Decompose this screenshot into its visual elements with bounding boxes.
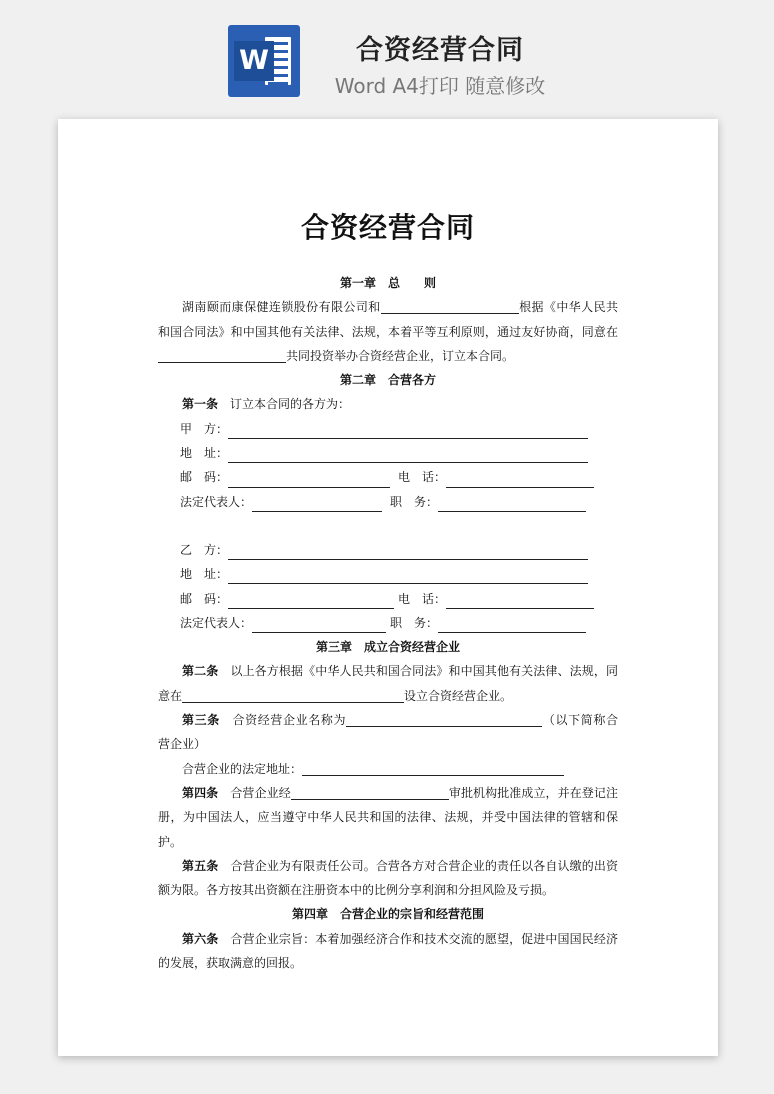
party-a-rep-field[interactable]: [252, 496, 382, 512]
article-text: （以下简称合营企业）: [158, 713, 618, 752]
party-b-name-field[interactable]: [228, 544, 588, 560]
blank-legal-address[interactable]: [302, 760, 564, 776]
field-label: 乙 方：: [180, 542, 229, 557]
party-a-address-row: [158, 441, 618, 465]
party-b-postcode-field[interactable]: [228, 593, 394, 609]
blank-location[interactable]: [158, 347, 286, 363]
party-b-address-field[interactable]: [228, 568, 588, 584]
article-6: [158, 927, 618, 976]
banner-header: [0, 0, 774, 110]
blank-approval-authority[interactable]: [291, 784, 449, 800]
chapter-1-heading: 第一章 总 则: [339, 276, 436, 290]
chapter-4-heading: 第四章 合营企业的宗旨和经营范围: [291, 907, 484, 922]
party-a-contact-row: [158, 465, 618, 489]
party-b-phone-field[interactable]: [446, 593, 594, 609]
field-label: 法定代表人：: [180, 494, 253, 509]
document-title: 合资经营合同: [300, 211, 475, 244]
blank-establish-place[interactable]: [182, 687, 404, 703]
party-b-title-field[interactable]: [438, 617, 586, 633]
article-3: [158, 708, 618, 757]
field-label: 邮 码：: [180, 470, 229, 485]
article-4: [158, 781, 618, 854]
party-a-address-field[interactable]: [228, 447, 588, 463]
party-a-name-row: [158, 417, 618, 441]
article-text: 合营企业为有限责任公司。合营各方对合营企业的责任以各自认缴的出资额为限。各方按其出资额在注册资本中的比例分享利润和分担风险及亏损。: [158, 858, 618, 898]
article-text: 以上各方根据《中华人民共和国合同法》和中国其他有关法律、法规，同意在: [158, 664, 618, 703]
blank-party-b[interactable]: [381, 298, 519, 314]
party-a-postcode-field[interactable]: [228, 472, 390, 488]
article-label: 第四条: [182, 785, 219, 800]
watermark-mark: ​: [90, 481, 106, 501]
party-a-rep-row: [158, 490, 618, 514]
party-b-address-row: [158, 562, 618, 586]
article-label: 第二条: [182, 664, 219, 679]
chapter-2-heading: 第二章 合营各方: [339, 373, 436, 388]
banner-title: 合资经营合同: [356, 35, 524, 66]
party-b-rep-field[interactable]: [252, 617, 386, 633]
text-segment: 根据《中华人民共和国合同法》和中国其他有关法律、法规，本着平等互利原则，通过友好协商，同意在: [158, 300, 618, 339]
article-text: 审批机构批准成立，并在登记注册，为中国法人，应当遵守中华人民共和国的法律、法规，并受中国法律的管辖和保护。: [158, 785, 618, 849]
article-1: [158, 392, 618, 416]
party-b-name-row: [158, 538, 618, 562]
field-label: 电 话：: [398, 470, 447, 485]
field-label: 地 址：: [180, 446, 229, 461]
chapter-3-heading: 第三章 成立合资经营企业: [315, 640, 460, 655]
legal-address-line: [158, 757, 618, 781]
field-label: 地 址：: [180, 567, 229, 582]
article-text: 设立合资经营企业。: [404, 688, 513, 703]
banner-subtitle: Word A4打印 随意修改: [334, 74, 546, 98]
field-label: 法定代表人：: [180, 615, 253, 630]
party-b-rep-row: [158, 611, 618, 635]
text-segment: 湖南颐而康保健连锁股份有限公司和: [182, 300, 381, 315]
blank-company-name[interactable]: [346, 711, 542, 727]
chapter-1-paragraph: [158, 295, 618, 368]
field-label: 职 务：: [390, 494, 439, 509]
article-label: 第一条: [182, 397, 219, 412]
party-a-name-field[interactable]: [228, 423, 588, 439]
party-b-contact-row: [158, 587, 618, 611]
spacer: [158, 514, 618, 538]
article-label: 第六条: [182, 931, 219, 946]
word-letter-badge: W: [234, 41, 274, 81]
article-2: [158, 659, 618, 708]
field-label: 合营企业的法定地址：: [182, 761, 303, 776]
field-label: 职 务：: [390, 615, 439, 630]
text-segment: 共同投资举办合资经营企业，订立本合同。: [286, 348, 515, 363]
field-label: 甲 方：: [180, 421, 229, 436]
article-text: 合资经营企业名称为: [219, 713, 347, 728]
article-text: 合营企业宗旨：本着加强经济合作和技术交流的愿望，促进中国国民经济的发展，获取满意的回报。: [158, 931, 618, 971]
field-label: 邮 码：: [180, 591, 229, 606]
article-label: 第三条: [182, 713, 220, 728]
article-text: 合营企业经: [218, 785, 291, 800]
party-a-title-field[interactable]: [438, 496, 586, 512]
document-body: [158, 271, 618, 975]
document-page: [58, 119, 718, 1056]
party-a-phone-field[interactable]: [446, 472, 594, 488]
article-label: 第五条: [182, 858, 219, 873]
word-file-icon: [228, 25, 300, 97]
article-text: 订立本合同的各方为：: [218, 397, 351, 412]
article-5: [158, 854, 618, 903]
field-label: 电 话：: [398, 591, 447, 606]
